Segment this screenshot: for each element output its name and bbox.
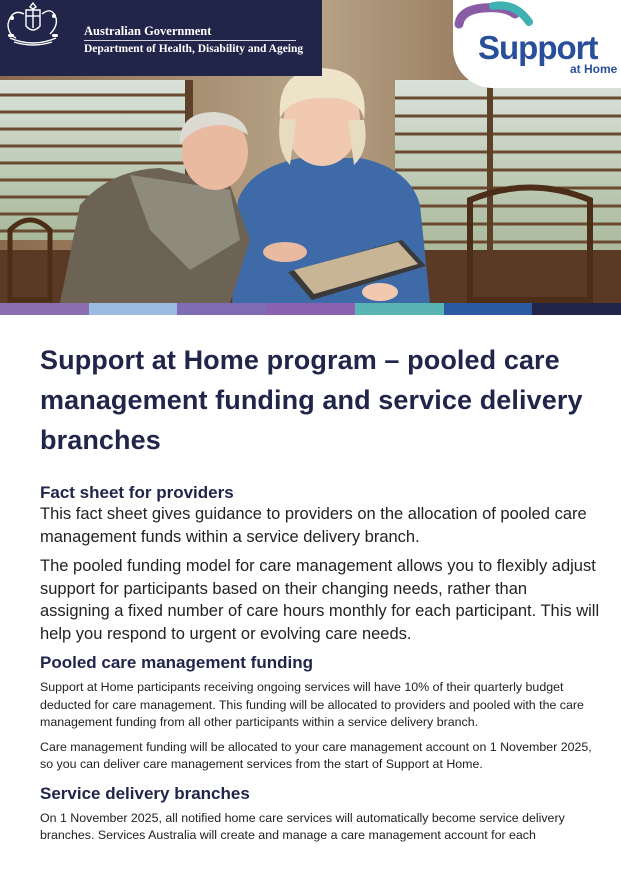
pooled-model-paragraph: The pooled funding model for care management allows you to flexibly adjust support for participants based on their changing needs, rather than assigning a fixed number of care hours monthly for each participant. This will help you respond to urgent or evolving care needs.	[40, 557, 600, 643]
stripe-segment	[89, 303, 178, 315]
service-branches-paragraph: On 1 November 2025, all notified home care services will automatically become service delivery branches. Services Australia will create and manage a care management account for each	[40, 810, 565, 842]
logo-subtext: at Home	[570, 62, 618, 76]
stripe-segment	[0, 303, 89, 315]
service-branches-heading: Service delivery branches	[40, 783, 250, 803]
government-banner	[0, 0, 322, 76]
pooled-funding-paragraph-1: Support at Home participants receiving ongoing services will have 10% of their quarterly budget deducted for care management. This funding will be allocated to providers and pooled with the care management funding from all other participants within a service delivery branch.	[40, 680, 584, 729]
commonwealth-coat-of-arms-icon	[0, 0, 66, 48]
stripe-segment	[532, 303, 621, 315]
department-name: Department of Health, Disability and Ageing	[84, 43, 304, 55]
pooled-funding-heading: Pooled care management funding	[40, 653, 313, 672]
page-title: Support at Home program – pooled care management funding and service delivery branches	[40, 345, 583, 455]
stripe-segment	[266, 303, 355, 315]
stripe-segment	[177, 303, 266, 315]
hero-image	[0, 0, 621, 303]
pooled-funding-paragraph-2: Care management funding will be allocated to your care management account on 1 November 2025, so you can deliver care management services from the start of Support at Home.	[40, 739, 592, 771]
header-divider	[84, 40, 296, 41]
logo-mark-icon	[453, 0, 537, 30]
government-name: Australian Government	[84, 24, 212, 38]
logo-wordmark: Support	[478, 29, 598, 66]
fact-sheet-heading: Fact sheet for providers	[40, 483, 234, 502]
support-at-home-logo	[453, 0, 621, 88]
intro-paragraph: This fact sheet gives guidance to providers on the allocation of pooled care management funds within a service delivery branch.	[40, 505, 587, 546]
colour-stripe	[0, 303, 621, 315]
stripe-segment	[355, 303, 444, 315]
fact-sheet-content	[40, 340, 600, 845]
stripe-segment	[444, 303, 533, 315]
